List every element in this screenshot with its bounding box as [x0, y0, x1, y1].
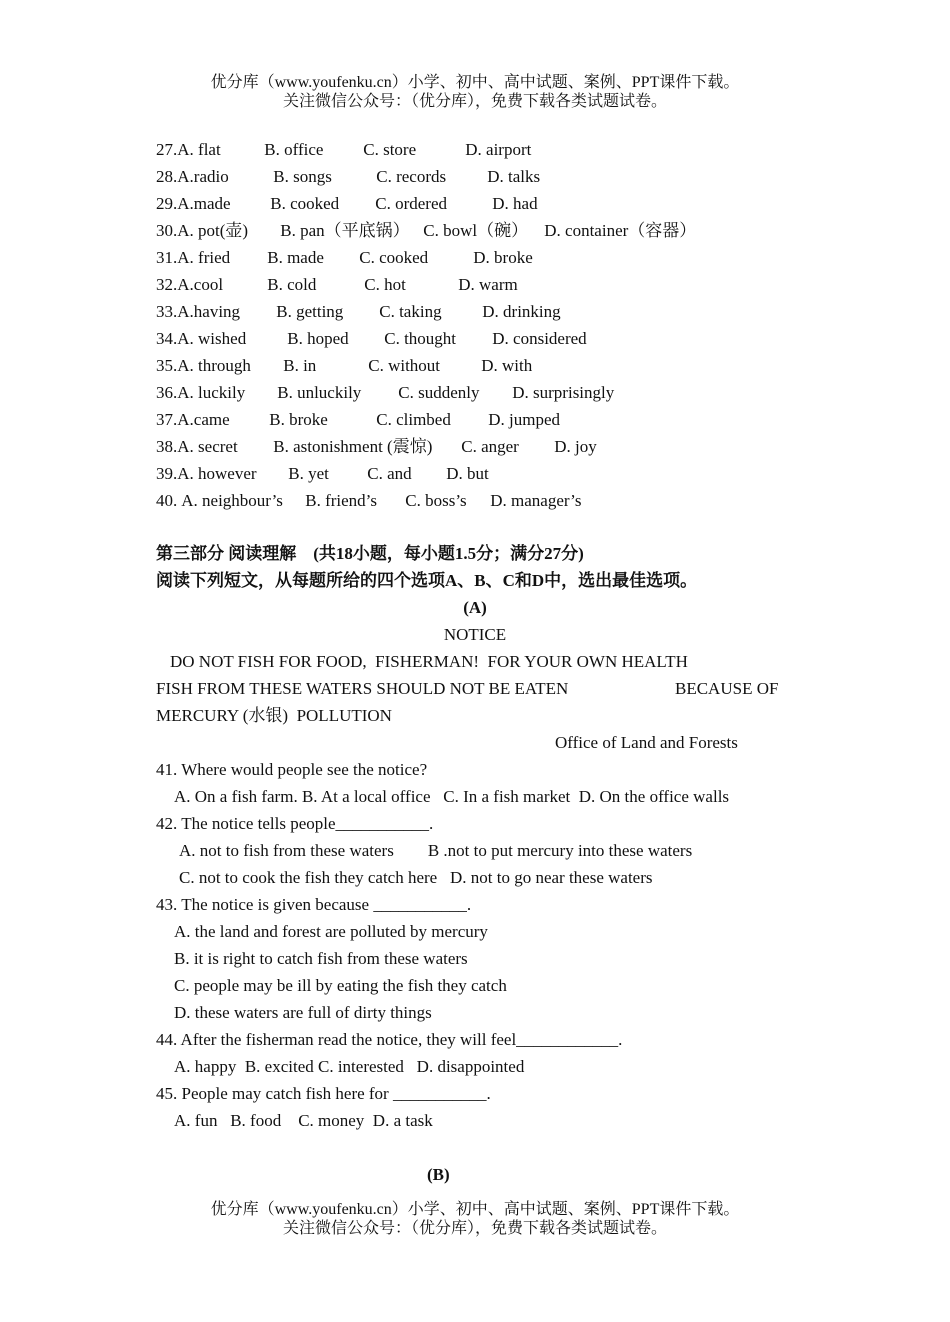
- page-header-top: [0, 73, 950, 111]
- question-43-option-b: B. it is right to catch fish from these waters: [174, 949, 468, 968]
- question-43-option-d: D. these waters are full of dirty things: [174, 1003, 432, 1022]
- question-42-options-1: A. not to fish from these waters B .not to put mercury into these waters: [179, 841, 693, 860]
- notice-signature: Office of Land and Forests: [555, 733, 738, 752]
- notice-title: NOTICE: [443, 625, 507, 644]
- cloze-item: 29.A.made B. cooked C. ordered D. had: [156, 194, 538, 213]
- cloze-item: 33.A.having B. getting C. taking D. drinking: [156, 302, 561, 321]
- question-45: 45. People may catch fish here for ___________.: [156, 1084, 491, 1103]
- question-42: 42. The notice tells people___________.: [156, 814, 434, 833]
- cloze-item: 39.A. however B. yet C. and D. but: [156, 464, 489, 483]
- notice-line-3: MERCURY (水银) POLLUTION: [156, 706, 392, 725]
- passage-a-label: (A): [463, 598, 487, 617]
- cloze-item: 28.A.radio B. songs C. records D. talks: [156, 167, 541, 186]
- question-44: 44. After the fisherman read the notice, they will feel____________.: [156, 1030, 623, 1049]
- cloze-item: 32.A.cool B. cold C. hot D. warm: [156, 275, 518, 294]
- footer-line-1: 优分库（www.youfenku.cn）小学、初中、高中试题、案例、PPT课件下载。: [210, 1201, 740, 1218]
- header-line-2: 关注微信公众号：（优分库），免费下载各类试题试卷。: [282, 93, 667, 110]
- cloze-item: 36.A. luckily B. unluckily C. suddenly D. surprisingly: [156, 383, 615, 402]
- cloze-item: 35.A. through B. in C. without D. with: [156, 356, 533, 375]
- notice-line-1: DO NOT FISH FOR FOOD, FISHERMAN! FOR YOUR OWN HEALTH: [170, 652, 688, 671]
- cloze-item: 31.A. fried B. made C. cooked D. broke: [156, 248, 533, 267]
- passage-b-label: (B): [427, 1165, 450, 1184]
- header-line-1: 优分库（www.youfenku.cn）小学、初中、高中试题、案例、PPT课件下载。: [210, 74, 740, 91]
- question-43: 43. The notice is given because ___________.: [156, 895, 472, 914]
- cloze-item: 40. A. neighbour’s B. friend’s C. boss’s D. manager’s: [156, 491, 582, 510]
- cloze-item: 38.A. secret B. astonishment (震惊) C. anger D. joy: [156, 437, 597, 456]
- question-43-option-a: A. the land and forest are polluted by mercury: [174, 922, 488, 941]
- question-44-options: A. happy B. excited C. interested D. disappointed: [174, 1057, 525, 1076]
- question-43-option-c: C. people may be ill by eating the fish they catch: [174, 976, 507, 995]
- section-title: 第三部分 阅读理解 (共18小题，每小题1.5分；满分27分): [156, 544, 584, 563]
- question-42-options-2: C. not to cook the fish they catch here D. not to go near these waters: [179, 868, 653, 887]
- cloze-item: 30.A. pot(壶) B. pan（平底锅） C. bowl（碗） D. container（容器）: [156, 221, 697, 240]
- page-footer: [0, 1200, 950, 1238]
- cloze-item: 37.A.came B. broke C. climbed D. jumped: [156, 410, 561, 429]
- notice-line-2a: FISH FROM THESE WATERS SHOULD NOT BE EATEN: [156, 679, 569, 698]
- cloze-item: 34.A. wished B. hoped C. thought D. considered: [156, 329, 587, 348]
- notice-line-2b: BECAUSE OF: [675, 679, 779, 698]
- cloze-item: 27.A. flat B. office C. store D. airport: [156, 140, 532, 159]
- question-45-options: A. fun B. food C. money D. a task: [174, 1111, 433, 1130]
- footer-line-2: 关注微信公众号：（优分库），免费下载各类试题试卷。: [282, 1220, 667, 1237]
- section-instruction: 阅读下列短文，从每题所给的四个选项A、B、C和D中，选出最佳选项。: [156, 571, 698, 590]
- question-41: 41. Where would people see the notice?: [156, 760, 428, 779]
- question-41-options: A. On a fish farm. B. At a local office C. In a fish market D. On the office walls: [174, 787, 730, 806]
